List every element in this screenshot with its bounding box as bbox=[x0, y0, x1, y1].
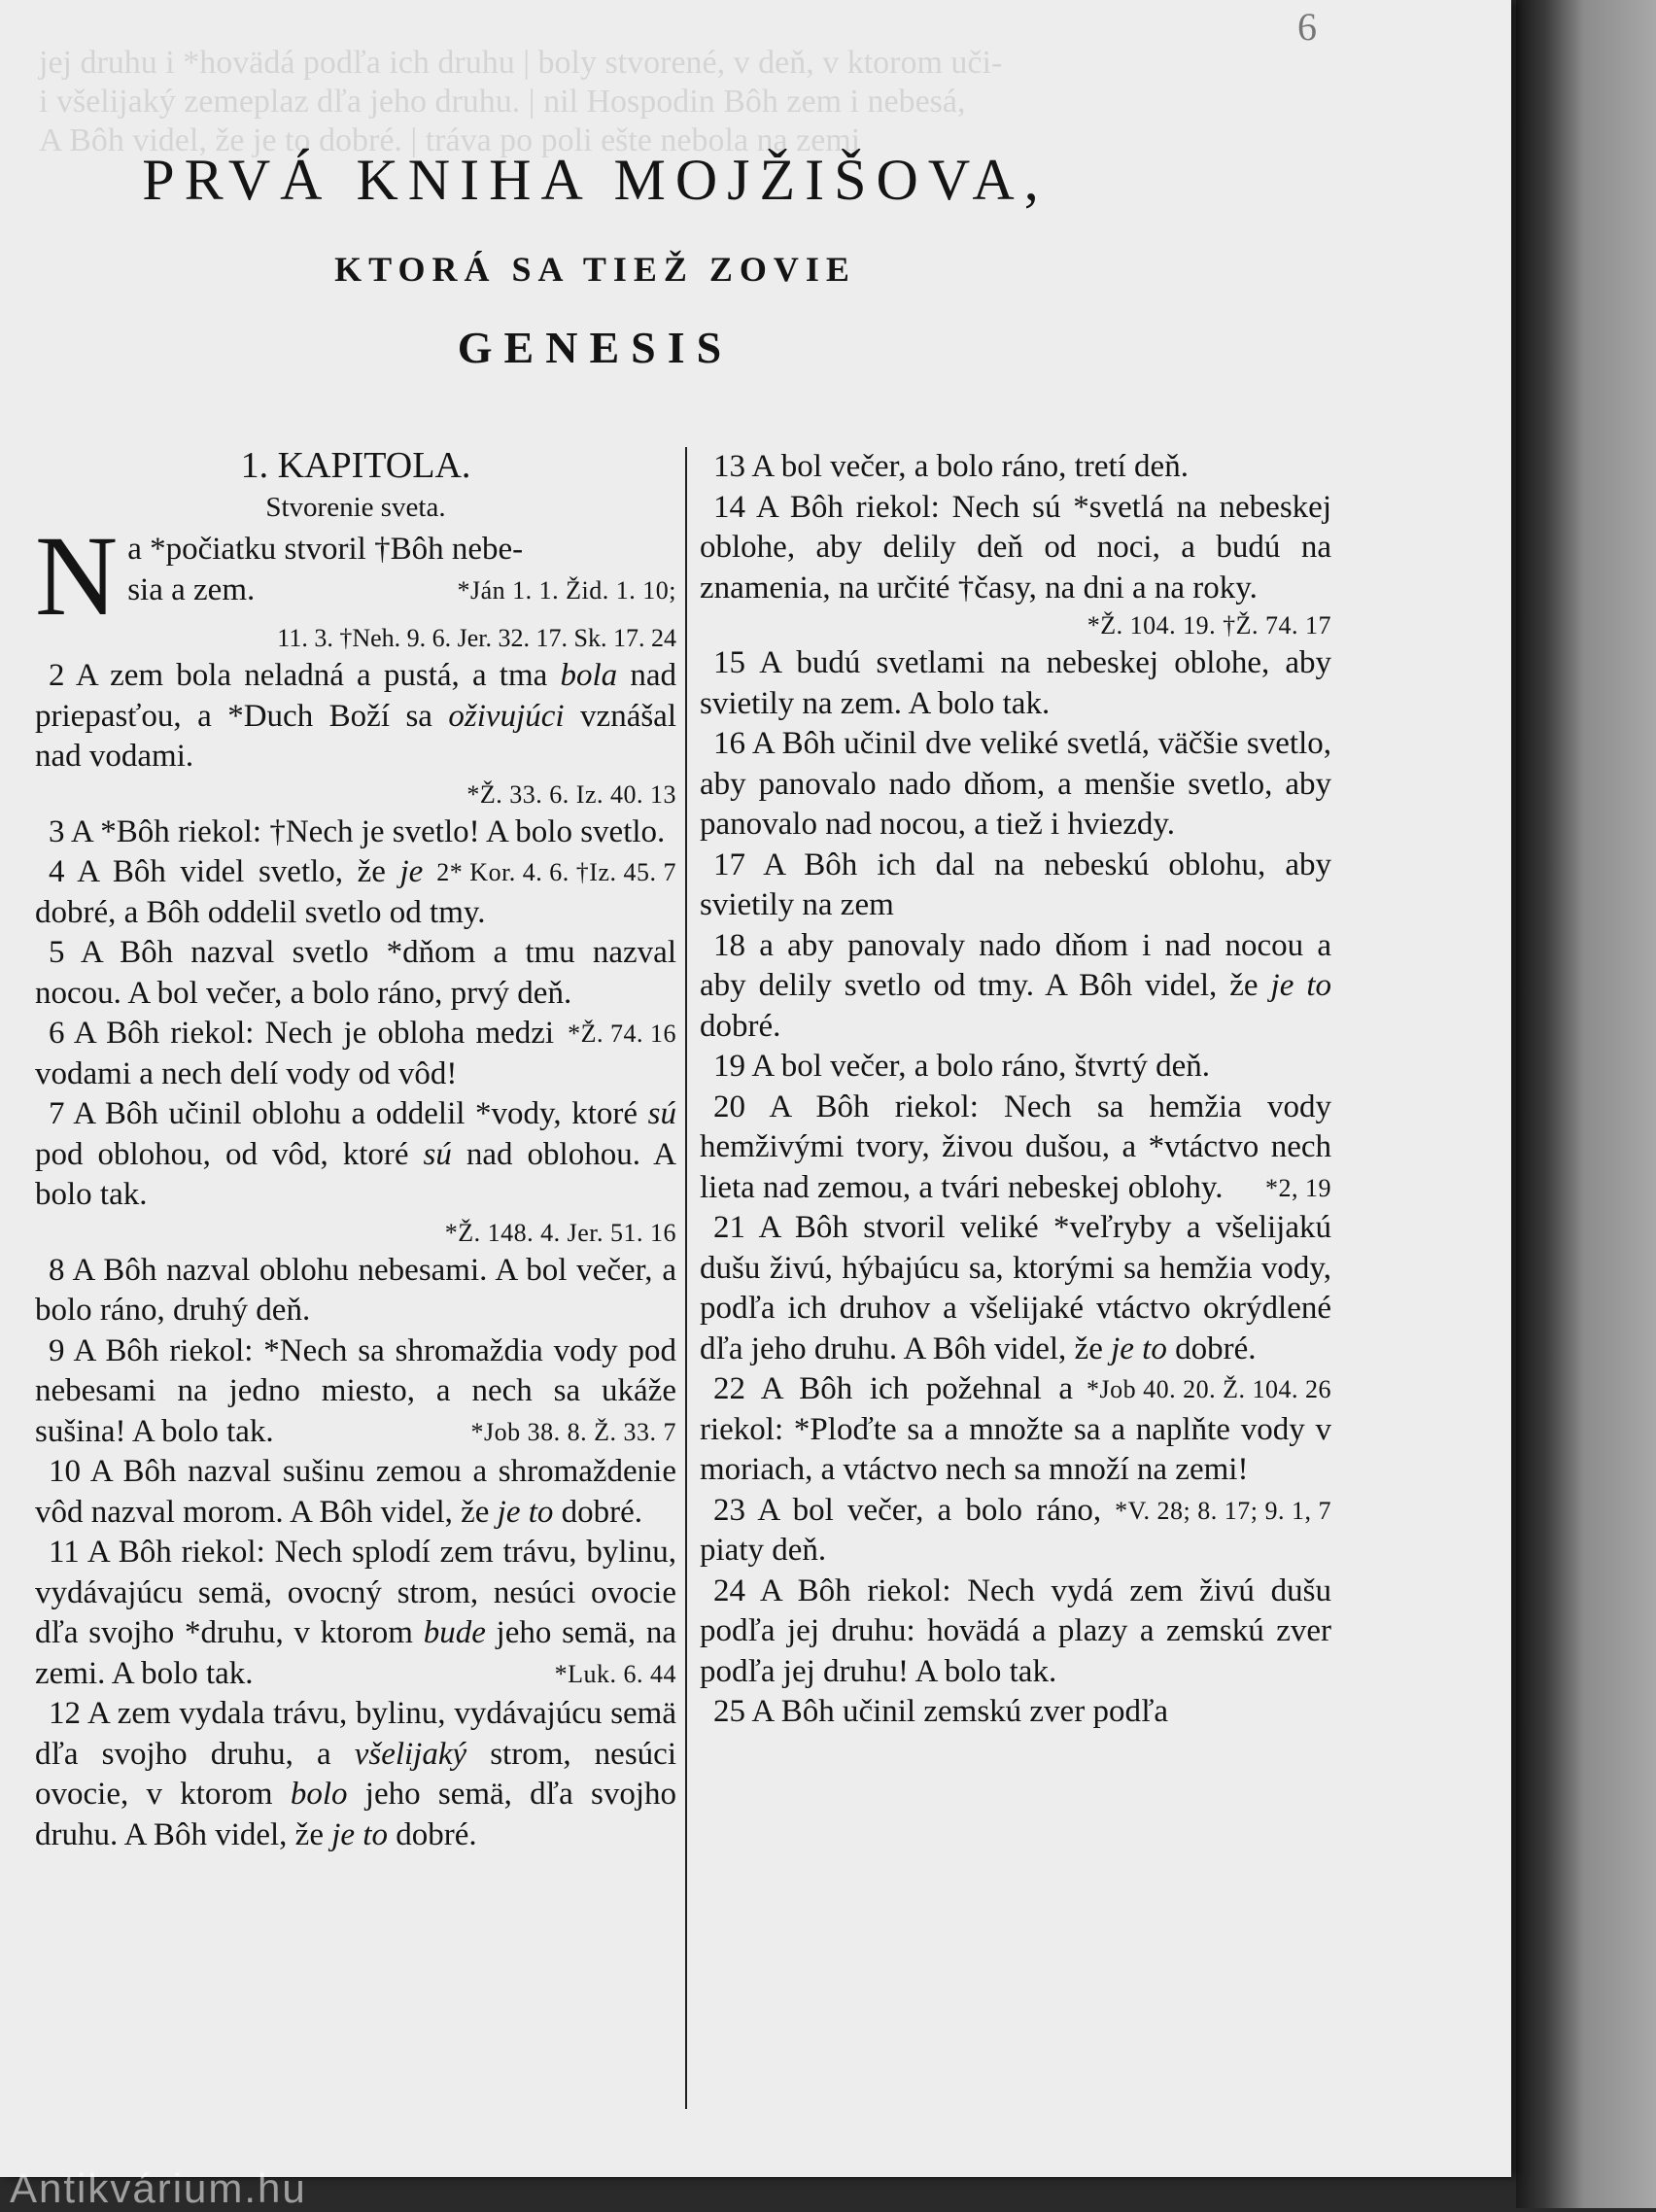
verse-7: 7 A Bôh učinil oblohu a oddelil *vody, ktoré sú pod oblohou, od vôd, ktoré sú nad oblohou. A bolo tak. bbox=[35, 1096, 677, 1212]
left-column bbox=[35, 442, 676, 1855]
verse-2: 2 A zem bola neladná a pustá, a tma bola nad priepasťou, a *Duch Boží sa oživujúci vznášal nad vodami. bbox=[35, 658, 676, 774]
verse-5: 5 A Bôh nazval svetlo *dňom a tmu nazval nocou. A bol večer, a bolo ráno, prvý deň. *Ž. 74. 16 bbox=[35, 933, 676, 1014]
verse-22: 22 A Bôh ich požehnal a riekol: *Ploďte sa a množte sa a naplňte vody v moriach, a vtáctvo nech sa množí na zemi! *V. 28; 8. 17; 9. 1, 7 bbox=[700, 1369, 1331, 1491]
cross-reference: *Ján 1. 1. Žid. 1. 10; bbox=[457, 575, 676, 605]
cross-reference: *Ž. 148. 4. Jer. 51. 16 bbox=[444, 1218, 676, 1247]
book-name: GENESIS bbox=[457, 323, 734, 372]
cross-reference: *Ž. 104. 19. †Ž. 74. 17 bbox=[1087, 611, 1331, 639]
book-subtitle: KTORÁ SA TIEŽ ZOVIE bbox=[334, 250, 856, 289]
cross-reference: *Ž. 74. 16 bbox=[568, 1020, 676, 1048]
verse-17: 17 A Bôh ich dal na nebeskú oblohu, aby svietily na zem bbox=[700, 847, 1331, 922]
verse-4: 4 A Bôh videl svetlo, že je dobré, a Bôh oddelil svetlo od tmy. bbox=[35, 854, 486, 930]
verse-12: 12 A zem vydala trávu, bylinu, vydávajúcu semä dľa svojho druhu, a všelijaký strom, nesúci ovocie, v ktorom bolo jeho semä, dľa svojho druhu. A Bôh videl, že je to dobré. bbox=[35, 1696, 677, 1852]
show-through-text: jej druhu i *hovädá podľa ich druhu | boly stvorené, v deň, v ktorom uči- i všelijaký zemeplaz dľa jeho druhu. | nil Hospodin Bôh zem i nebesá, A Bôh videl, že je to dobré. | tráva po poli ešte nebola na zemi bbox=[39, 45, 1003, 158]
verse-text: a *počiatku stvoril †Bôh nebe- sia a zem. *Ján 1. 1. Žid. 1. 10; bbox=[35, 530, 676, 610]
verse-24: 24 A Bôh riekol: Nech vydá zem živú dušu podľa jej druhu: hovädá a plazy a zemskú zver podľa jej druhu! A bolo tak. bbox=[700, 1573, 1331, 1689]
verse-11: 11 A Bôh riekol: Nech splodí zem trávu, bylinu, vydávajúcu semä, ovocný strom, nesúci ovocie dľa svojho *druhu, v ktorom bude jeho semä, na zemi. A bolo tak. *Luk. 6. 44 bbox=[35, 1533, 676, 1694]
cross-reference: 2* Kor. 4. 6. †Iz. 45. 7 bbox=[436, 858, 676, 886]
page-number: 6 bbox=[1297, 5, 1317, 49]
drop-cap: N bbox=[35, 512, 119, 639]
cross-reference: *Ž. 33. 6. Iz. 40. 13 bbox=[466, 779, 676, 809]
table-backdrop bbox=[1516, 0, 1656, 2208]
chapter-heading: 1. KAPITOLA. bbox=[240, 445, 471, 486]
verse-18: 18 a aby panovaly nado dňom i nad nocou a aby delily svetlo od tmy. A Bôh videl, že je to dobré. bbox=[700, 927, 1331, 1044]
verse-20: 20 A Bôh riekol: Nech sa hemžia vody hemživými tvory, živou dušou, a *vtáctvo nech lieta nad zemou, a tvári nebeskej oblohy. *2, 19 bbox=[700, 1088, 1331, 1209]
right-column bbox=[700, 447, 1331, 1733]
column-rule bbox=[685, 447, 687, 2109]
cross-reference: 11. 3. †Neh. 9. 6. Jer. 32. 17. Sk. 17. 24 bbox=[277, 624, 676, 652]
verse-21: 21 A Bôh stvoril veliké *veľryby a všelijakú dušu živú, hýbajúcu sa, ktorými sa hemžia vody, podľa ich druhov a všelijaké vtáctvo okrýdlené dľa jeho druhu. A Bôh videl, že je to dobré. *Job 40. 20. Ž. 104. 26 bbox=[700, 1208, 1331, 1369]
verse-3: 3 A *Bôh riekol: †Nech je svetlo! A bolo svetlo. 2* Kor. 4. 6. †Iz. 45. 7 bbox=[35, 812, 676, 853]
verse-8: 8 A Bôh nazval oblohu nebesami. A bol večer, a bolo ráno, druhý deň. bbox=[35, 1252, 676, 1328]
verse-15: 15 A budú svetlami na nebeskej oblohe, aby svietily na zem. A bolo tak. bbox=[700, 645, 1331, 721]
verse-1 bbox=[35, 512, 676, 656]
verse-10: 10 A Bôh nazval sušinu zemou a shromaždenie vôd nazval morom. A Bôh videl, že je to dobré. bbox=[35, 1454, 676, 1530]
section-heading: Stvorenie sveta. bbox=[265, 492, 446, 523]
watermark: Antikvárium.hu bbox=[10, 2165, 307, 2211]
cross-reference: *Job 38. 8. Ž. 33. 7 bbox=[470, 1417, 676, 1446]
verse-14: 14 A Bôh riekol: Nech sú *svetlá na nebeskej oblohe, aby delily deň od noci, a budú na znamenia, na určité †časy, na dni a na roky. bbox=[700, 489, 1331, 605]
verse-9: 9 A Bôh riekol: *Nech sa shromaždia vody pod nebesami na jedno miesto, a nech sa ukáže sušina! A bolo tak. *Job 38. 8. Ž. 33. 7 bbox=[35, 1331, 676, 1453]
verse-25: 25 A Bôh učinil zemskú zver podľa bbox=[713, 1694, 1168, 1729]
cross-reference: *V. 28; 8. 17; 9. 1, 7 bbox=[1115, 1496, 1331, 1525]
verse-16: 16 A Bôh učinil dve veliké svetlá, väčšie svetlo, aby panovalo nado dňom, a menšie svetlo, aby panovalo nad nocou, a tiež i hviezdy. bbox=[700, 726, 1331, 842]
cross-reference: *Luk. 6. 44 bbox=[554, 1659, 676, 1688]
verse-13: 13 A bol večer, a bolo ráno, tretí deň. bbox=[713, 449, 1189, 484]
verse-23: 23 A bol večer, a bolo ráno, piaty deň. bbox=[700, 1492, 1102, 1568]
cross-reference: *2, 19 bbox=[1265, 1173, 1331, 1202]
verse-6: 6 A Bôh riekol: Nech je obloha medzi vodami a nech delí vody od vôd! bbox=[35, 1016, 555, 1091]
book-title: PRVÁ KNIHA MOJŽIŠOVA, bbox=[142, 148, 1049, 212]
verse-19: 19 A bol večer, a bolo ráno, štvrtý deň. bbox=[713, 1049, 1210, 1084]
cross-reference: *Job 40. 20. Ž. 104. 26 bbox=[1087, 1375, 1331, 1403]
